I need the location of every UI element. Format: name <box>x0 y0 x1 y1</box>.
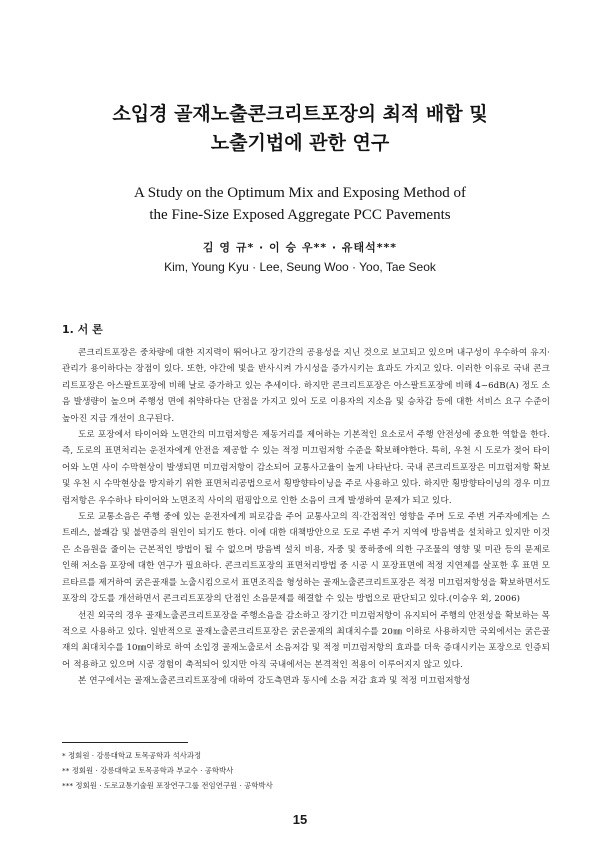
page-number: 15 <box>292 812 308 827</box>
section-heading-introduction: 1. 서 론 <box>62 323 103 336</box>
authors-korean: 김 영 규* · 이 승 우** · 유태석*** <box>202 241 398 254</box>
paragraph: 본 연구에서는 골재노출콘크리트포장에 대하여 강도측면과 동시에 소음 저감 효과 및 적정 미끄럼저항성 <box>78 676 471 687</box>
paragraph: 콘크리트포장은 중차량에 대한 지지력이 뛰어나고 장기간의 공용성을 지닌 것으로 보고되고 있으며 내구성이 우수하여 유지·관리가 용이하다는 장점이 있다. 또한, 야간에 빛을 반사시켜 가시성을 증가시키는 효과도 가지고 있다. 이러한 이유로 국내 콘크리트포장은 아스팔트포장에 비해 날로 증가하고 있는 추세이다. 하지만 콘크리트포장은 아스팔트포장에 비해 4~6dB(A) 정도 소음 발생량이 높으며 주행성 면에 취약하다는 단점을 가지고 있어 도로 이용자의 지소음 및 승차감 등에 대한 서비스 요구 수준이 높아진 지금 개선이 요구된다. <box>62 348 550 424</box>
introduction-body <box>62 345 550 690</box>
paragraph: 도로 교통소음은 주행 중에 있는 운전자에게 피로감을 주어 교통사고의 직·간접적인 영향을 주며 도로 주변 거주자에게는 스트레스, 불쾌감 및 불면증의 원인이 되기도 한다. 이에 대한 대책방안으로 도로 주변 주거 지역에 방음벽을 설치하고 있지만 이것은 소음원을 줄이는 근본적인 방법이 될 수 없으며 방음벽 설치 비용, 자중 및 풍하중에 의한 구조물의 영향 및 미관 등의 문제로 인해 저소음 포장에 대한 연구가 필요하다. 콘크리트포장의 표면처리방법 중 시공 시 포장표면에 적정 지연제를 살포한 후 표면 모르타르를 제거하여 굵은골재를 노출시킴으로서 표면조직을 형성하는 골재노출콘크리트포장은 적정 미끄럼저항성을 확보하면서도 포장의 강도를 개선하면서 콘크리트포장의 단점인 소음문제를 해결할 수 있는 방법으로 판단되고 있다.(이승우 외, 2006) <box>62 512 550 605</box>
footnotes <box>62 748 542 793</box>
footnote-2: ** 정회원 · 강릉대학교 토목공학과 부교수 · 공학박사 <box>62 766 234 775</box>
paragraph: 선진 외국의 경우 골재노출콘크리트포장을 주행소음을 감소하고 장기간 미끄럼저항이 유지되어 주행의 안전성을 확보하는 목적으로 사용하고 있다. 일반적으로 골재노출콘크리트포장은 굵은골재의 최대치수를 20㎜ 이하로 사용하지만 국외에서는 굵은골재의 최대치수를 10㎜이하로 하여 소입경 골재노출로서 소음저감 및 적정 미끄럼저항의 효과를 더욱 증대시키는 포장으로 인증되어 적용하고 있으며 시공 경험이 축적되어 있지만 아직 국내에서는 본격적인 적용이 이루어지지 않고 있다. <box>62 610 550 670</box>
korean-title-line-2: 노출기법에 관한 연구 <box>210 132 390 154</box>
english-title-line-1: A Study on the Optimum Mix and Exposing Method of <box>133 185 467 201</box>
paragraph: 도로 포장에서 타이어와 노면간의 미끄럼저항은 제동거리를 제어하는 기본적인 요소로서 주행 안전성에 중요한 역할을 한다. 즉, 도로의 표면처리는 운전자에게 안전을 제공할 수 있는 적정 미끄럼저항 수준을 확보해야한다. 특히, 우천 시 도로가 젖어 타이어와 노면 사이 수막현상이 발생되면 미끄럼저항이 감소되어 교통사고율이 높게 나타난다. 국내 콘크리트포장은 미끄럼저항 확보 및 우천 시 수막현상을 방지하기 위한 표면처리공법으로서 횡방향타이닝을 주로 사용하고 있다. 하지만 횡방향타이닝의 경우 미끄럼저항은 우수하나 타이어와 노면조직 사이의 펌핑압으로 인한 소음이 크게 발생하여 문제가 되고 있다. <box>62 430 550 506</box>
footnote-3: *** 정회원 · 도로교통기술원 포장연구그룹 전임연구원 · 공학박사 <box>62 781 273 790</box>
korean-title-line-1: 소입경 골재노출콘크리트포장의 최적 배합 및 <box>112 103 488 125</box>
english-title <box>0 182 600 226</box>
english-title-line-2: the Fine-Size Exposed Aggregate PCC Pavements <box>149 207 451 223</box>
footnote-1: * 정회원 · 강릉대학교 토목공학과 석사과정 <box>62 751 202 760</box>
korean-title <box>0 100 600 158</box>
authors-english: Kim, Young Kyu · Lee, Seung Woo · Yoo, Tae Seok <box>164 260 436 274</box>
footnote-divider <box>62 742 188 743</box>
